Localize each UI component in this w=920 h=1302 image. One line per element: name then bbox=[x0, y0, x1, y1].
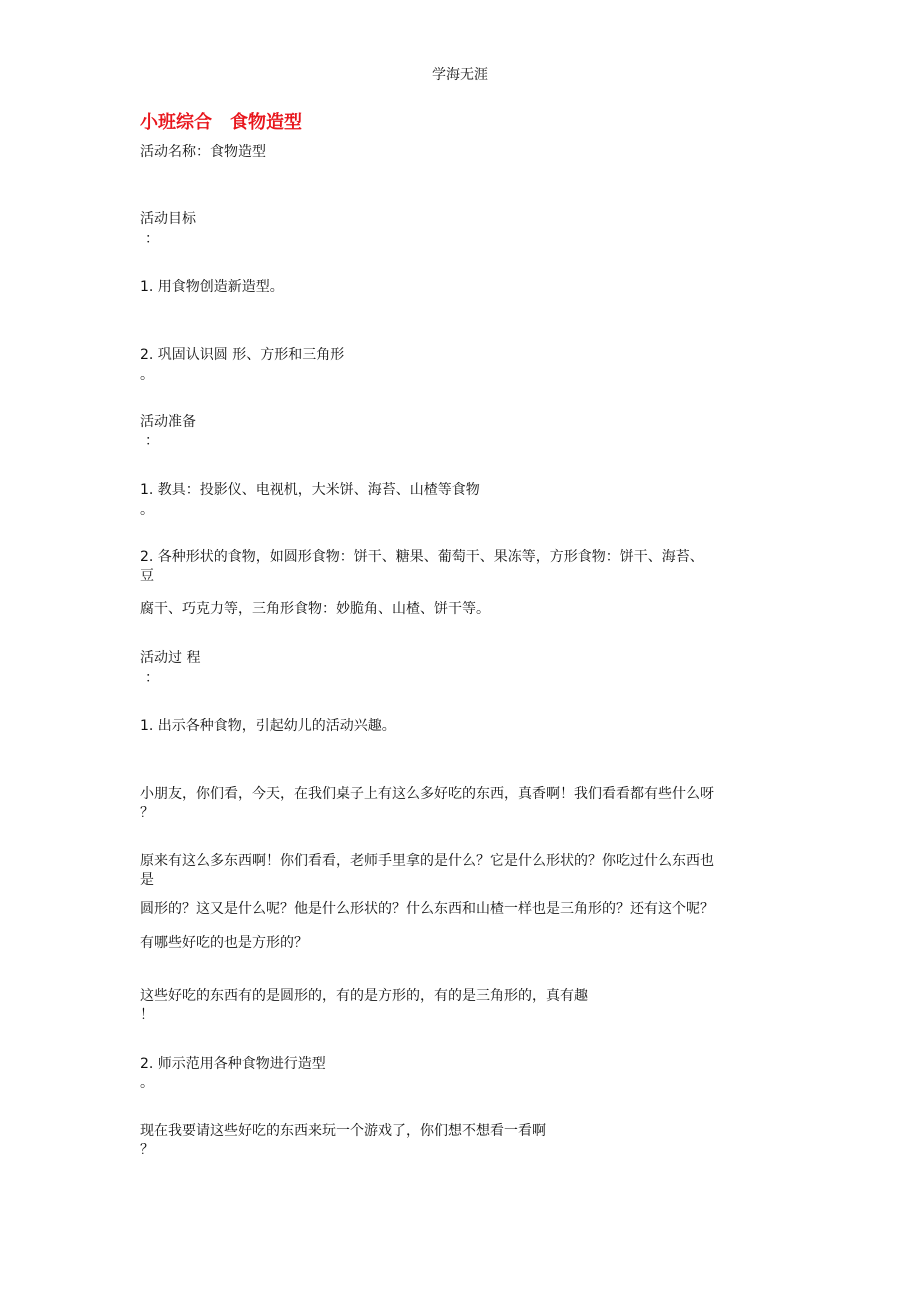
period-line: 。 bbox=[140, 502, 154, 518]
document-title: 小班综合 食物造型 bbox=[140, 112, 302, 133]
colon-line: ： bbox=[145, 433, 159, 449]
paragraph-wrap: ？ bbox=[140, 1142, 154, 1158]
preparation-item-1: 1. 教具：投影仪、电视机，大米饼、海苔、山楂等食物 bbox=[140, 482, 480, 498]
paragraph-wrap: ？ bbox=[140, 805, 154, 821]
section-heading-preparation: 活动准备 bbox=[140, 414, 196, 430]
page-header: 学海无涯 bbox=[432, 67, 488, 83]
paragraph: 小朋友，你们看，今天，在我们桌子上有这么多好吃的东西，真香啊！我们看看都有些什么呀 bbox=[140, 786, 714, 802]
paragraph: 这些好吃的东西有的是圆形的，有的是方形的，有的是三角形的，真有趣 bbox=[140, 988, 588, 1004]
goal-item-2: 2. 巩固认识圆 形、方形和三角形 bbox=[140, 347, 345, 363]
paragraph: 现在我要请这些好吃的东西来玩一个游戏了，你们想不想看一看啊 bbox=[140, 1123, 546, 1139]
paragraph-wrap: ！ bbox=[140, 1007, 154, 1023]
section-heading-goals: 活动目标 bbox=[140, 211, 196, 227]
colon-line: ： bbox=[145, 670, 159, 686]
preparation-item-2: 2. 各种形状的食物，如圆形食物：饼干、糖果、葡萄干、果冻等，方形食物：饼干、海苔、 bbox=[140, 549, 704, 565]
preparation-item-2-cont: 腐干、巧克力等，三角形食物：妙脆角、山楂、饼干等。 bbox=[140, 601, 490, 617]
paragraph-wrap: 是 bbox=[140, 872, 154, 888]
colon-line: ： bbox=[145, 231, 159, 247]
process-step-2: 2. 师示范用各种食物进行造型 bbox=[140, 1056, 326, 1072]
preparation-item-2-wrap: 豆 bbox=[140, 568, 154, 584]
paragraph: 原来有这么多东西啊！你们看看，老师手里拿的是什么？它是什么形状的？你吃过什么东西也 bbox=[140, 853, 714, 869]
goal-item-1: 1. 用食物创造新造型。 bbox=[140, 279, 284, 295]
paragraph: 圆形的？这又是什么呢？他是什么形状的？什么东西和山楂一样也是三角形的？还有这个呢？ bbox=[140, 901, 714, 917]
process-step-1: 1. 出示各种食物，引起幼儿的活动兴趣。 bbox=[140, 718, 396, 734]
period-line: 。 bbox=[140, 367, 154, 383]
paragraph: 有哪些好吃的也是方形的？ bbox=[140, 935, 308, 951]
section-heading-process: 活动过 程 bbox=[140, 650, 201, 666]
period-line: 。 bbox=[140, 1075, 154, 1091]
activity-name: 活动名称：食物造型 bbox=[140, 144, 266, 160]
